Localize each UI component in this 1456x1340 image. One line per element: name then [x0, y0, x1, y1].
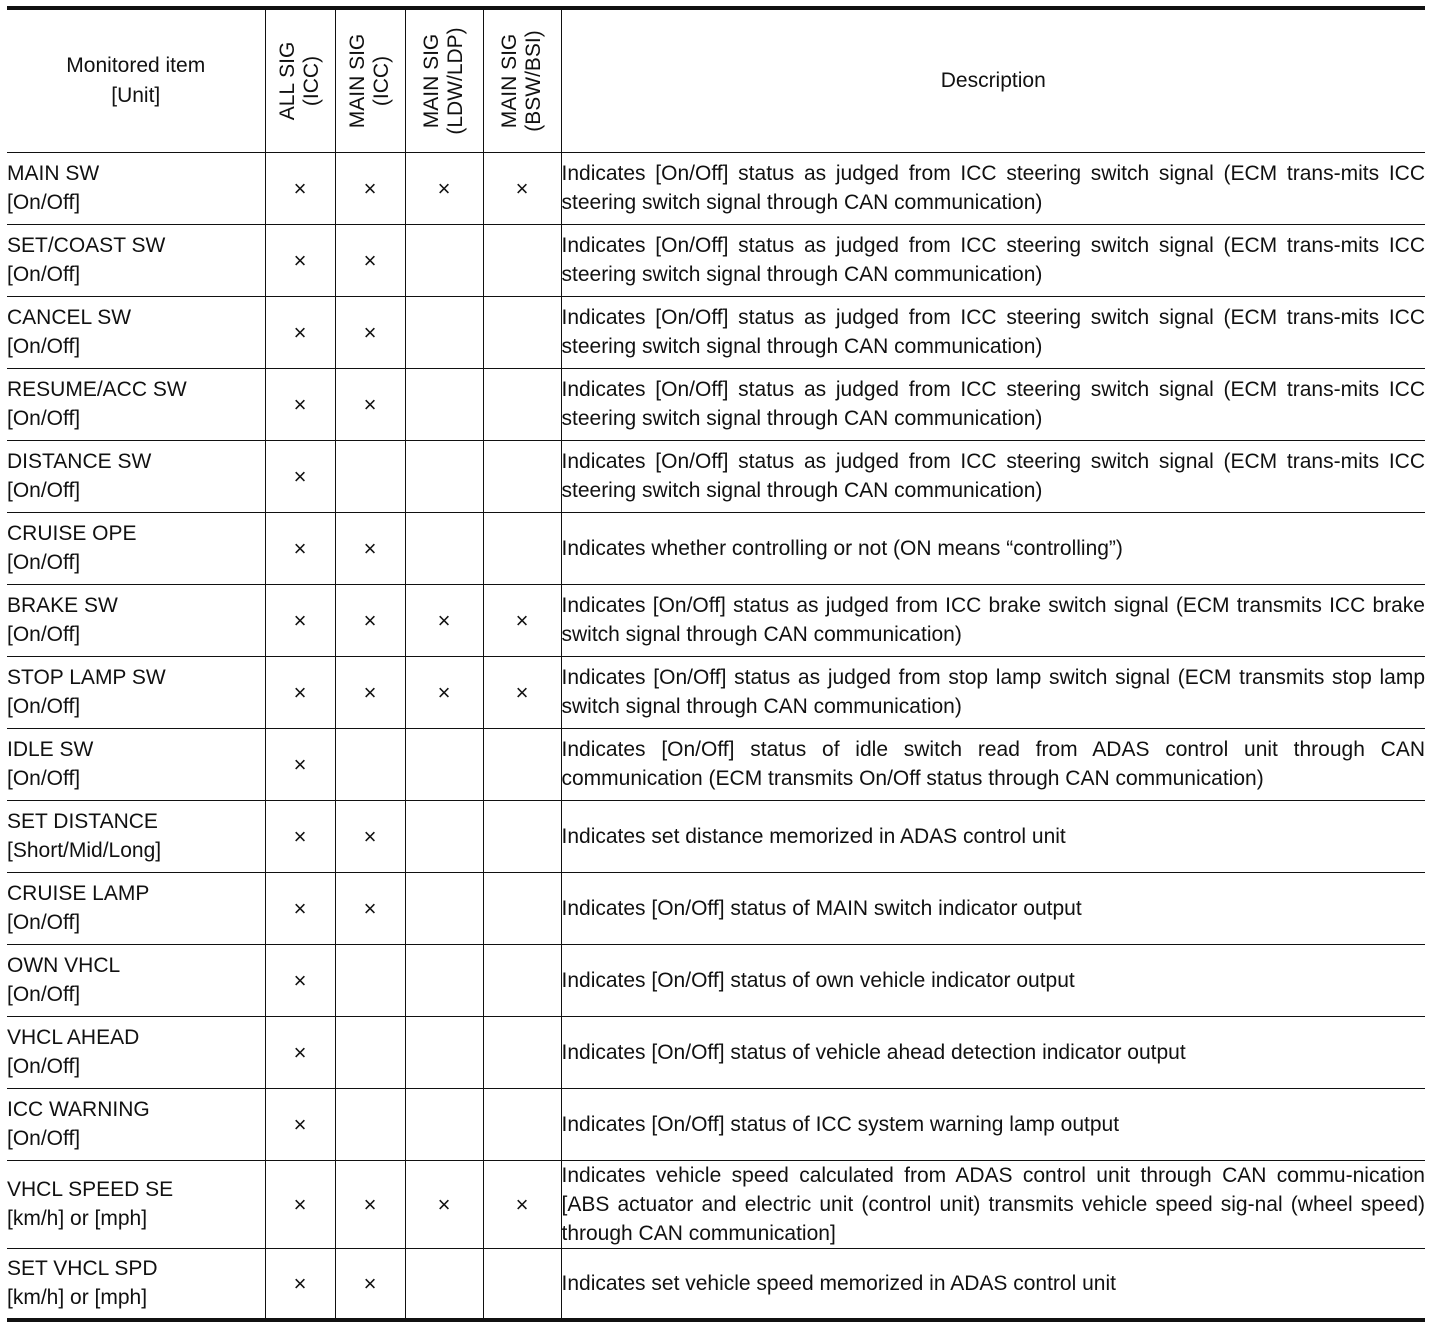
signal-mark-cell: ×	[405, 152, 483, 224]
signal-mark-cell	[483, 1016, 561, 1088]
signal-mark-cell: ×	[265, 1248, 335, 1320]
item-unit: [Short/Mid/Long]	[7, 839, 162, 862]
description-cell: Indicates [On/Off] status as judged from ICC steering switch signal (ECM trans-mits ICC steering switch signal through CAN communication)	[561, 440, 1425, 512]
signal-mark-cell	[405, 440, 483, 512]
signal-mark-cell	[483, 944, 561, 1016]
item-name: SET VHCL SPD	[7, 1257, 158, 1281]
signal-mark-cell	[335, 944, 405, 1016]
signal-mark-cell	[335, 440, 405, 512]
signal-mark-cell: ×	[265, 728, 335, 800]
description-cell: Indicates set distance memorized in ADAS control unit	[561, 800, 1425, 872]
table-row	[7, 1016, 1425, 1088]
item-name: CRUISE OPE	[7, 522, 137, 545]
item-unit: [km/h] or [mph]	[7, 1286, 148, 1310]
table-body	[7, 152, 1425, 1320]
item-unit: [On/Off]	[7, 551, 81, 574]
signal-mark-cell: ×	[265, 872, 335, 944]
item-name: ICC WARNING	[7, 1098, 150, 1121]
signal-mark-cell	[405, 728, 483, 800]
header-description: Description	[561, 8, 1425, 152]
table-row	[7, 1160, 1425, 1248]
signal-mark-cell	[483, 368, 561, 440]
description-cell: Indicates [On/Off] status as judged from ICC steering switch signal (ECM trans-mits ICC steering switch signal through CAN communication)	[561, 368, 1425, 440]
header-item-label: Monitored item	[66, 53, 206, 77]
signal-mark-cell: ×	[265, 1016, 335, 1088]
signal-mark-cell: ×	[265, 800, 335, 872]
signal-mark-cell: ×	[335, 224, 405, 296]
table-row	[7, 224, 1425, 296]
description-cell: Indicates [On/Off] status as judged from stop lamp switch signal (ECM transmits stop lamp switch signal through CAN communication)	[561, 656, 1425, 728]
signal-mark-cell: ×	[265, 1088, 335, 1160]
table-row	[7, 872, 1425, 944]
signal-mark-cell	[405, 296, 483, 368]
header-col-line1: MAIN SIG	[498, 33, 521, 129]
item-name: OWN VHCL	[7, 954, 121, 977]
signal-mark-cell	[483, 728, 561, 800]
signal-mark-cell	[483, 440, 561, 512]
table-row	[7, 296, 1425, 368]
header-col-line1: MAIN SIG	[420, 33, 443, 129]
item-name: BRAKE SW	[7, 594, 118, 617]
table-row	[7, 584, 1425, 656]
table-row	[7, 368, 1425, 440]
signal-mark-cell: ×	[335, 1160, 405, 1248]
item-name: STOP LAMP SW	[7, 666, 166, 689]
item-unit: [On/Off]	[7, 1055, 81, 1078]
description-cell: Indicates [On/Off] status of idle switch read from ADAS control unit through CAN communication (ECM transmits On/Off status through CAN communication)	[561, 728, 1425, 800]
signal-mark-cell	[405, 944, 483, 1016]
header-main-sig-icc	[335, 8, 405, 152]
description-cell: Indicates [On/Off] status as judged from ICC brake switch signal (ECM transmits ICC brake switch signal through CAN communication)	[561, 584, 1425, 656]
signal-mark-cell	[483, 800, 561, 872]
table-wrapper	[7, 6, 1425, 1322]
signal-mark-cell	[405, 800, 483, 872]
signal-mark-cell: ×	[335, 368, 405, 440]
signal-mark-cell	[405, 1088, 483, 1160]
description-cell: Indicates [On/Off] status as judged from ICC steering switch signal (ECM trans-mits ICC steering switch signal through CAN communication)	[561, 296, 1425, 368]
signal-mark-cell: ×	[265, 656, 335, 728]
signal-mark-cell: ×	[483, 584, 561, 656]
header-main-sig-ldw-ldp	[405, 8, 483, 152]
description-cell: Indicates [On/Off] status of ICC system warning lamp output	[561, 1088, 1425, 1160]
description-cell: Indicates [On/Off] status as judged from ICC steering switch signal (ECM trans-mits ICC steering switch signal through CAN communication)	[561, 152, 1425, 224]
signal-mark-cell: ×	[483, 1160, 561, 1248]
monitored-item-cell	[7, 368, 265, 440]
header-row	[7, 8, 1425, 152]
monitored-item-cell	[7, 1248, 265, 1320]
monitored-item-cell	[7, 800, 265, 872]
item-unit: [On/Off]	[7, 335, 81, 358]
item-name: MAIN SW	[7, 162, 100, 185]
item-unit: [On/Off]	[7, 911, 81, 934]
item-unit: [On/Off]	[7, 407, 81, 430]
signal-mark-cell	[405, 512, 483, 584]
item-unit: [km/h] or [mph]	[7, 1207, 148, 1230]
monitored-item-cell	[7, 1160, 265, 1248]
signal-mark-cell: ×	[483, 656, 561, 728]
signal-mark-cell	[335, 1088, 405, 1160]
signal-mark-cell: ×	[335, 584, 405, 656]
description-cell: Indicates [On/Off] status of vehicle ahead detection indicator output	[561, 1016, 1425, 1088]
monitored-item-cell	[7, 584, 265, 656]
signal-mark-cell: ×	[265, 368, 335, 440]
header-col-line2: (ICC)	[370, 55, 393, 106]
signal-mark-cell	[405, 872, 483, 944]
monitored-item-cell	[7, 728, 265, 800]
signal-mark-cell	[405, 368, 483, 440]
monitored-item-cell	[7, 944, 265, 1016]
table-row	[7, 656, 1425, 728]
item-unit: [On/Off]	[7, 1127, 81, 1150]
signal-mark-cell: ×	[265, 224, 335, 296]
description-cell: Indicates whether controlling or not (ON means “controlling”)	[561, 512, 1425, 584]
signal-mark-cell: ×	[265, 584, 335, 656]
description-cell: Indicates vehicle speed calculated from ADAS control unit through CAN commu-nication [ABS actuator and electric unit (control unit) transmits vehicle speed sig-nal (wheel speed) through CAN communication]	[561, 1160, 1425, 1248]
item-unit: [On/Off]	[7, 479, 81, 502]
signal-mark-cell	[483, 1248, 561, 1320]
item-name: VHCL SPEED SE	[7, 1178, 174, 1201]
signal-mark-cell: ×	[335, 152, 405, 224]
signal-mark-cell: ×	[335, 512, 405, 584]
item-name: SET DISTANCE	[7, 810, 158, 833]
signal-mark-cell	[335, 1016, 405, 1088]
signal-mark-cell: ×	[265, 944, 335, 1016]
monitored-item-cell	[7, 512, 265, 584]
table-row	[7, 1248, 1425, 1320]
signal-mark-cell: ×	[335, 656, 405, 728]
header-unit-label: [Unit]	[111, 83, 161, 107]
signal-mark-cell: ×	[335, 800, 405, 872]
item-unit: [On/Off]	[7, 983, 81, 1006]
signal-mark-cell	[483, 512, 561, 584]
signal-mark-cell: ×	[265, 152, 335, 224]
monitored-item-cell	[7, 1016, 265, 1088]
monitored-item-cell	[7, 152, 265, 224]
item-name: SET/COAST SW	[7, 234, 166, 257]
item-unit: [On/Off]	[7, 623, 81, 646]
signal-mark-cell: ×	[335, 296, 405, 368]
signal-mark-cell: ×	[405, 584, 483, 656]
description-cell: Indicates [On/Off] status as judged from ICC steering switch signal (ECM trans-mits ICC steering switch signal through CAN communication)	[561, 224, 1425, 296]
monitored-item-cell	[7, 872, 265, 944]
signal-mark-cell	[483, 1088, 561, 1160]
header-main-sig-bsw-bsi	[483, 8, 561, 152]
signal-mark-cell	[405, 1016, 483, 1088]
table-row	[7, 728, 1425, 800]
signal-mark-cell: ×	[265, 1160, 335, 1248]
signal-mark-cell: ×	[265, 296, 335, 368]
description-cell: Indicates [On/Off] status of MAIN switch indicator output	[561, 872, 1425, 944]
item-unit: [On/Off]	[7, 263, 81, 286]
signal-mark-cell: ×	[265, 512, 335, 584]
item-name: CANCEL SW	[7, 306, 132, 329]
monitor-items-table	[7, 6, 1425, 1322]
item-name: RESUME/ACC SW	[7, 378, 187, 401]
monitored-item-cell	[7, 1088, 265, 1160]
signal-mark-cell	[405, 224, 483, 296]
monitored-item-cell	[7, 296, 265, 368]
signal-mark-cell	[483, 224, 561, 296]
item-name: IDLE SW	[7, 738, 94, 761]
description-cell: Indicates [On/Off] status of own vehicle indicator output	[561, 944, 1425, 1016]
signal-mark-cell: ×	[405, 656, 483, 728]
header-col-line2: (ICC)	[300, 55, 323, 106]
header-col-line2: (LDW/LDP)	[444, 27, 467, 135]
signal-mark-cell: ×	[483, 152, 561, 224]
item-unit: [On/Off]	[7, 695, 81, 718]
monitored-item-cell	[7, 656, 265, 728]
header-monitored-item	[7, 8, 265, 152]
signal-mark-cell: ×	[265, 440, 335, 512]
item-unit: [On/Off]	[7, 191, 81, 214]
item-name: DISTANCE SW	[7, 450, 152, 473]
table-row	[7, 152, 1425, 224]
signal-mark-cell: ×	[335, 872, 405, 944]
header-col-line2: (BSW/BSI)	[522, 29, 545, 132]
signal-mark-cell: ×	[405, 1160, 483, 1248]
description-cell: Indicates set vehicle speed memorized in ADAS control unit	[561, 1248, 1425, 1320]
table-row	[7, 944, 1425, 1016]
table-row	[7, 1088, 1425, 1160]
table-row	[7, 440, 1425, 512]
item-unit: [On/Off]	[7, 767, 81, 790]
signal-mark-cell	[483, 296, 561, 368]
table-row	[7, 800, 1425, 872]
item-name: VHCL AHEAD	[7, 1026, 140, 1049]
monitored-item-cell	[7, 224, 265, 296]
header-col-line1: ALL SIG	[276, 41, 299, 121]
item-name: CRUISE LAMP	[7, 882, 150, 905]
table-row	[7, 512, 1425, 584]
signal-mark-cell: ×	[335, 1248, 405, 1320]
signal-mark-cell	[405, 1248, 483, 1320]
signal-mark-cell	[483, 872, 561, 944]
monitored-item-cell	[7, 440, 265, 512]
header-col-line1: MAIN SIG	[346, 33, 369, 129]
header-all-sig-icc	[265, 8, 335, 152]
signal-mark-cell	[335, 728, 405, 800]
